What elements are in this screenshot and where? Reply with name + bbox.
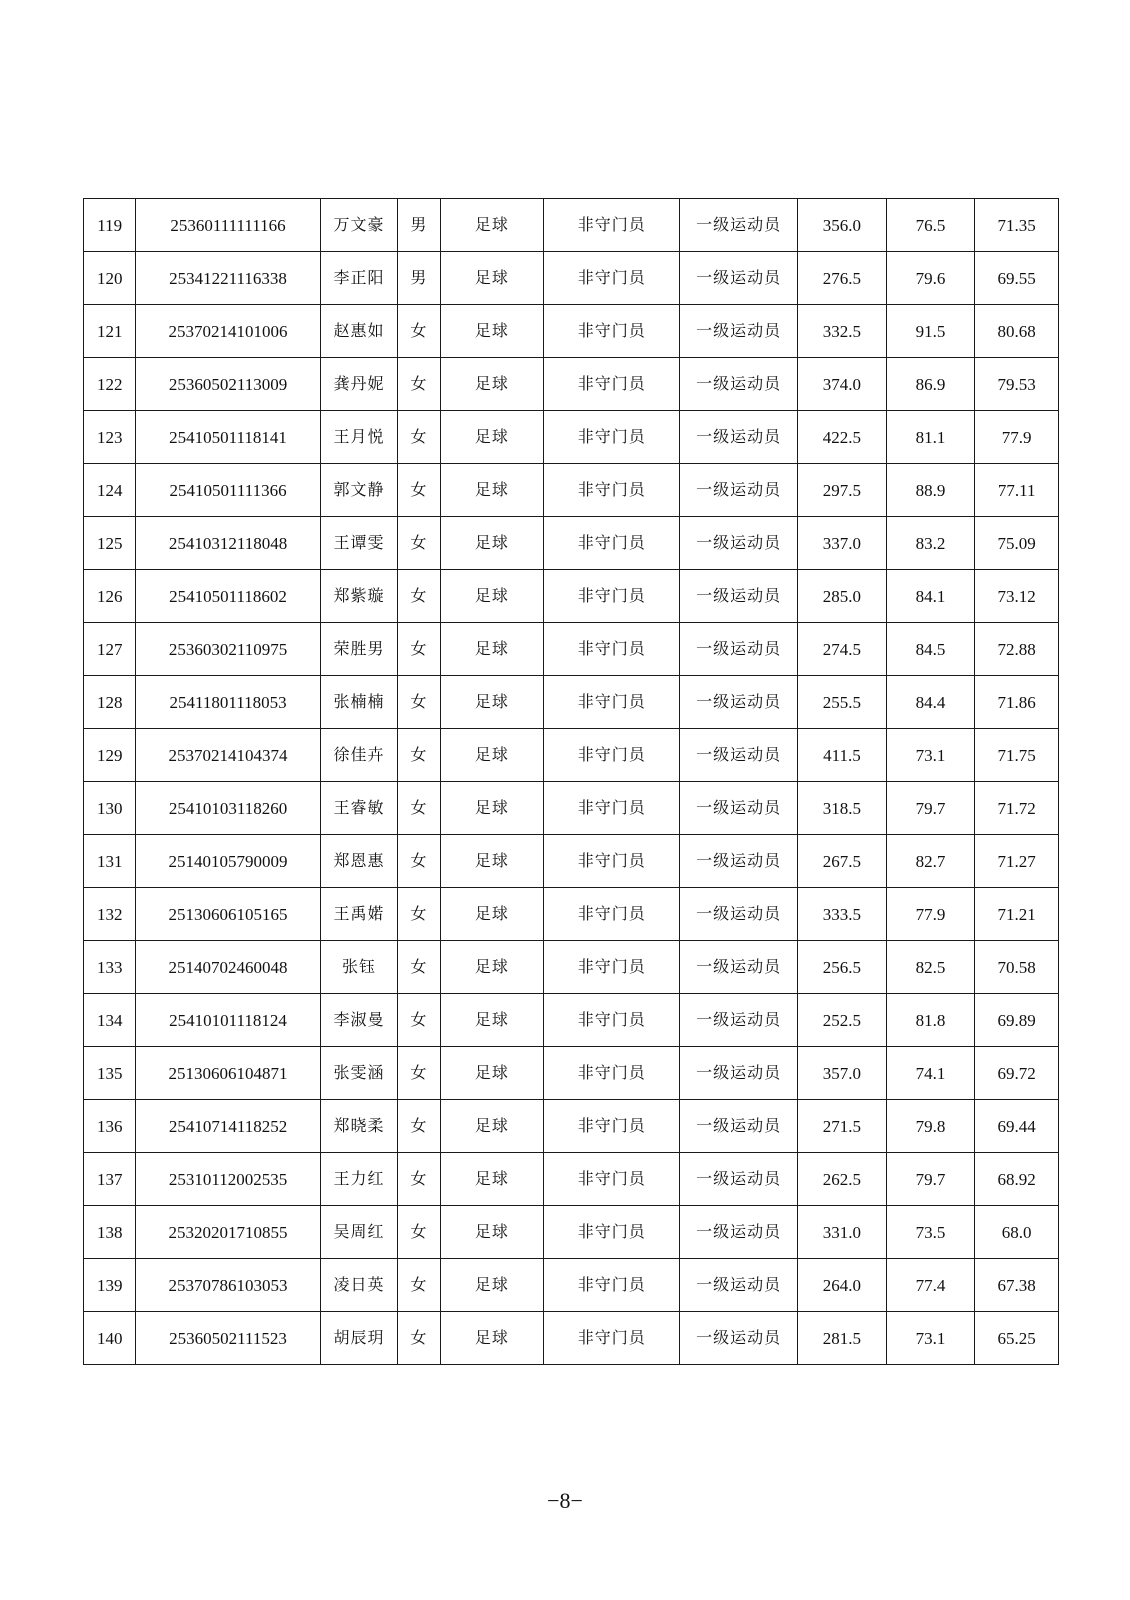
cell-gender: 女 bbox=[398, 941, 440, 994]
cell-rank: 129 bbox=[84, 729, 136, 782]
cell-name: 王月悦 bbox=[320, 411, 398, 464]
cell-score-2: 77.4 bbox=[886, 1259, 975, 1312]
cell-gender: 女 bbox=[398, 1206, 440, 1259]
cell-sport: 足球 bbox=[440, 464, 544, 517]
cell-total: 69.89 bbox=[975, 994, 1059, 1047]
cell-sport: 足球 bbox=[440, 1047, 544, 1100]
cell-position: 非守门员 bbox=[544, 199, 680, 252]
cell-score-2: 82.5 bbox=[886, 941, 975, 994]
cell-score-2: 79.6 bbox=[886, 252, 975, 305]
cell-position: 非守门员 bbox=[544, 623, 680, 676]
cell-sport: 足球 bbox=[440, 199, 544, 252]
cell-rank: 134 bbox=[84, 994, 136, 1047]
cell-sport: 足球 bbox=[440, 517, 544, 570]
cell-rank: 126 bbox=[84, 570, 136, 623]
cell-sport: 足球 bbox=[440, 729, 544, 782]
cell-total: 71.86 bbox=[975, 676, 1059, 729]
cell-score-1: 285.0 bbox=[798, 570, 887, 623]
cell-total: 69.44 bbox=[975, 1100, 1059, 1153]
cell-position: 非守门员 bbox=[544, 411, 680, 464]
cell-sport: 足球 bbox=[440, 1153, 544, 1206]
cell-score-2: 77.9 bbox=[886, 888, 975, 941]
cell-position: 非守门员 bbox=[544, 358, 680, 411]
cell-score-2: 79.7 bbox=[886, 782, 975, 835]
cell-name: 赵惠如 bbox=[320, 305, 398, 358]
cell-name: 王禹婼 bbox=[320, 888, 398, 941]
cell-gender: 女 bbox=[398, 464, 440, 517]
cell-position: 非守门员 bbox=[544, 782, 680, 835]
cell-name: 龚丹妮 bbox=[320, 358, 398, 411]
cell-rank: 127 bbox=[84, 623, 136, 676]
cell-rank: 133 bbox=[84, 941, 136, 994]
cell-score-1: 281.5 bbox=[798, 1312, 887, 1365]
cell-score-1: 411.5 bbox=[798, 729, 887, 782]
cell-level: 一级运动员 bbox=[680, 570, 798, 623]
cell-position: 非守门员 bbox=[544, 888, 680, 941]
cell-gender: 女 bbox=[398, 1312, 440, 1365]
cell-score-2: 79.7 bbox=[886, 1153, 975, 1206]
cell-name: 张楠楠 bbox=[320, 676, 398, 729]
cell-total: 65.25 bbox=[975, 1312, 1059, 1365]
cell-sport: 足球 bbox=[440, 570, 544, 623]
cell-rank: 121 bbox=[84, 305, 136, 358]
cell-sport: 足球 bbox=[440, 1312, 544, 1365]
table-row bbox=[84, 1259, 1059, 1312]
table-body bbox=[84, 199, 1059, 1365]
cell-sport: 足球 bbox=[440, 411, 544, 464]
cell-name: 李正阳 bbox=[320, 252, 398, 305]
cell-sport: 足球 bbox=[440, 782, 544, 835]
cell-score-1: 337.0 bbox=[798, 517, 887, 570]
cell-score-2: 86.9 bbox=[886, 358, 975, 411]
cell-position: 非守门员 bbox=[544, 835, 680, 888]
cell-sport: 足球 bbox=[440, 1259, 544, 1312]
cell-score-2: 76.5 bbox=[886, 199, 975, 252]
cell-score-1: 256.5 bbox=[798, 941, 887, 994]
cell-gender: 女 bbox=[398, 1047, 440, 1100]
cell-sport: 足球 bbox=[440, 1206, 544, 1259]
cell-gender: 女 bbox=[398, 835, 440, 888]
table-row bbox=[84, 199, 1059, 252]
table-row bbox=[84, 1206, 1059, 1259]
cell-score-1: 422.5 bbox=[798, 411, 887, 464]
cell-name: 徐佳卉 bbox=[320, 729, 398, 782]
table-row bbox=[84, 517, 1059, 570]
cell-exam-id: 25410312118048 bbox=[136, 517, 320, 570]
cell-exam-id: 25140702460048 bbox=[136, 941, 320, 994]
table-row bbox=[84, 1153, 1059, 1206]
cell-total: 70.58 bbox=[975, 941, 1059, 994]
cell-score-2: 73.1 bbox=[886, 1312, 975, 1365]
table-row bbox=[84, 729, 1059, 782]
cell-gender: 女 bbox=[398, 1259, 440, 1312]
cell-level: 一级运动员 bbox=[680, 782, 798, 835]
cell-score-1: 276.5 bbox=[798, 252, 887, 305]
cell-position: 非守门员 bbox=[544, 1047, 680, 1100]
cell-total: 69.72 bbox=[975, 1047, 1059, 1100]
cell-rank: 136 bbox=[84, 1100, 136, 1153]
cell-position: 非守门员 bbox=[544, 464, 680, 517]
cell-score-1: 271.5 bbox=[798, 1100, 887, 1153]
cell-rank: 140 bbox=[84, 1312, 136, 1365]
cell-exam-id: 25410101118124 bbox=[136, 994, 320, 1047]
cell-sport: 足球 bbox=[440, 835, 544, 888]
cell-rank: 135 bbox=[84, 1047, 136, 1100]
cell-gender: 女 bbox=[398, 358, 440, 411]
cell-sport: 足球 bbox=[440, 941, 544, 994]
cell-level: 一级运动员 bbox=[680, 517, 798, 570]
cell-gender: 女 bbox=[398, 623, 440, 676]
cell-position: 非守门员 bbox=[544, 676, 680, 729]
cell-exam-id: 25370786103053 bbox=[136, 1259, 320, 1312]
table-row bbox=[84, 623, 1059, 676]
cell-gender: 女 bbox=[398, 676, 440, 729]
cell-level: 一级运动员 bbox=[680, 252, 798, 305]
cell-position: 非守门员 bbox=[544, 252, 680, 305]
cell-name: 王力红 bbox=[320, 1153, 398, 1206]
cell-position: 非守门员 bbox=[544, 517, 680, 570]
cell-total: 80.68 bbox=[975, 305, 1059, 358]
cell-sport: 足球 bbox=[440, 252, 544, 305]
table-row bbox=[84, 1100, 1059, 1153]
table-row bbox=[84, 358, 1059, 411]
cell-total: 72.88 bbox=[975, 623, 1059, 676]
cell-total: 73.12 bbox=[975, 570, 1059, 623]
cell-score-2: 83.2 bbox=[886, 517, 975, 570]
cell-gender: 女 bbox=[398, 411, 440, 464]
cell-gender: 女 bbox=[398, 1153, 440, 1206]
cell-rank: 132 bbox=[84, 888, 136, 941]
cell-sport: 足球 bbox=[440, 1100, 544, 1153]
cell-level: 一级运动员 bbox=[680, 676, 798, 729]
cell-level: 一级运动员 bbox=[680, 199, 798, 252]
cell-total: 71.21 bbox=[975, 888, 1059, 941]
cell-exam-id: 25410714118252 bbox=[136, 1100, 320, 1153]
cell-name: 郑晓柔 bbox=[320, 1100, 398, 1153]
cell-name: 李淑曼 bbox=[320, 994, 398, 1047]
cell-exam-id: 25410501111366 bbox=[136, 464, 320, 517]
cell-level: 一级运动员 bbox=[680, 729, 798, 782]
cell-exam-id: 25360502111523 bbox=[136, 1312, 320, 1365]
cell-total: 67.38 bbox=[975, 1259, 1059, 1312]
cell-rank: 130 bbox=[84, 782, 136, 835]
cell-score-2: 74.1 bbox=[886, 1047, 975, 1100]
cell-position: 非守门员 bbox=[544, 941, 680, 994]
cell-rank: 123 bbox=[84, 411, 136, 464]
cell-level: 一级运动员 bbox=[680, 464, 798, 517]
cell-total: 71.72 bbox=[975, 782, 1059, 835]
cell-level: 一级运动员 bbox=[680, 1259, 798, 1312]
cell-name: 张雯涵 bbox=[320, 1047, 398, 1100]
cell-position: 非守门员 bbox=[544, 1312, 680, 1365]
table-row bbox=[84, 782, 1059, 835]
cell-exam-id: 25341221116338 bbox=[136, 252, 320, 305]
cell-rank: 139 bbox=[84, 1259, 136, 1312]
table-row bbox=[84, 888, 1059, 941]
cell-level: 一级运动员 bbox=[680, 835, 798, 888]
cell-score-2: 81.8 bbox=[886, 994, 975, 1047]
cell-name: 郭文静 bbox=[320, 464, 398, 517]
page-number: −8− bbox=[547, 1488, 583, 1513]
cell-exam-id: 25130606104871 bbox=[136, 1047, 320, 1100]
cell-gender: 男 bbox=[398, 252, 440, 305]
cell-score-2: 82.7 bbox=[886, 835, 975, 888]
cell-exam-id: 25410501118602 bbox=[136, 570, 320, 623]
cell-score-1: 267.5 bbox=[798, 835, 887, 888]
cell-gender: 女 bbox=[398, 1100, 440, 1153]
table-row bbox=[84, 464, 1059, 517]
cell-name: 郑紫璇 bbox=[320, 570, 398, 623]
cell-exam-id: 25130606105165 bbox=[136, 888, 320, 941]
cell-level: 一级运动员 bbox=[680, 1153, 798, 1206]
cell-gender: 女 bbox=[398, 994, 440, 1047]
cell-sport: 足球 bbox=[440, 888, 544, 941]
cell-total: 69.55 bbox=[975, 252, 1059, 305]
table-row bbox=[84, 994, 1059, 1047]
cell-total: 77.9 bbox=[975, 411, 1059, 464]
cell-level: 一级运动员 bbox=[680, 358, 798, 411]
cell-rank: 138 bbox=[84, 1206, 136, 1259]
cell-rank: 128 bbox=[84, 676, 136, 729]
cell-total: 68.92 bbox=[975, 1153, 1059, 1206]
table-row bbox=[84, 252, 1059, 305]
cell-name: 郑恩惠 bbox=[320, 835, 398, 888]
cell-total: 71.27 bbox=[975, 835, 1059, 888]
table-row bbox=[84, 570, 1059, 623]
cell-score-2: 73.1 bbox=[886, 729, 975, 782]
cell-score-2: 81.1 bbox=[886, 411, 975, 464]
cell-exam-id: 25360302110975 bbox=[136, 623, 320, 676]
cell-position: 非守门员 bbox=[544, 305, 680, 358]
cell-level: 一级运动员 bbox=[680, 888, 798, 941]
cell-exam-id: 25320201710855 bbox=[136, 1206, 320, 1259]
cell-level: 一级运动员 bbox=[680, 1206, 798, 1259]
athlete-score-table bbox=[83, 198, 1059, 1365]
cell-name: 王睿敏 bbox=[320, 782, 398, 835]
cell-gender: 女 bbox=[398, 305, 440, 358]
cell-level: 一级运动员 bbox=[680, 941, 798, 994]
cell-score-1: 318.5 bbox=[798, 782, 887, 835]
cell-rank: 125 bbox=[84, 517, 136, 570]
table-row bbox=[84, 305, 1059, 358]
cell-level: 一级运动员 bbox=[680, 994, 798, 1047]
cell-sport: 足球 bbox=[440, 676, 544, 729]
cell-score-1: 356.0 bbox=[798, 199, 887, 252]
cell-score-2: 84.1 bbox=[886, 570, 975, 623]
cell-total: 68.0 bbox=[975, 1206, 1059, 1259]
cell-sport: 足球 bbox=[440, 305, 544, 358]
cell-name: 王谭雯 bbox=[320, 517, 398, 570]
cell-position: 非守门员 bbox=[544, 1259, 680, 1312]
cell-score-1: 297.5 bbox=[798, 464, 887, 517]
cell-gender: 男 bbox=[398, 199, 440, 252]
cell-rank: 124 bbox=[84, 464, 136, 517]
cell-name: 万文豪 bbox=[320, 199, 398, 252]
cell-score-1: 264.0 bbox=[798, 1259, 887, 1312]
cell-position: 非守门员 bbox=[544, 1206, 680, 1259]
cell-gender: 女 bbox=[398, 517, 440, 570]
cell-total: 71.75 bbox=[975, 729, 1059, 782]
table-row bbox=[84, 1047, 1059, 1100]
cell-sport: 足球 bbox=[440, 623, 544, 676]
cell-level: 一级运动员 bbox=[680, 305, 798, 358]
cell-score-1: 252.5 bbox=[798, 994, 887, 1047]
cell-total: 75.09 bbox=[975, 517, 1059, 570]
cell-name: 胡辰玥 bbox=[320, 1312, 398, 1365]
cell-exam-id: 25410501118141 bbox=[136, 411, 320, 464]
cell-score-2: 91.5 bbox=[886, 305, 975, 358]
cell-rank: 131 bbox=[84, 835, 136, 888]
cell-exam-id: 25411801118053 bbox=[136, 676, 320, 729]
cell-position: 非守门员 bbox=[544, 994, 680, 1047]
cell-gender: 女 bbox=[398, 570, 440, 623]
cell-level: 一级运动员 bbox=[680, 623, 798, 676]
cell-exam-id: 25360111111166 bbox=[136, 199, 320, 252]
cell-exam-id: 25370214104374 bbox=[136, 729, 320, 782]
cell-name: 吴周红 bbox=[320, 1206, 398, 1259]
cell-sport: 足球 bbox=[440, 994, 544, 1047]
cell-score-2: 84.4 bbox=[886, 676, 975, 729]
cell-total: 71.35 bbox=[975, 199, 1059, 252]
cell-name: 凌日英 bbox=[320, 1259, 398, 1312]
cell-position: 非守门员 bbox=[544, 729, 680, 782]
cell-position: 非守门员 bbox=[544, 1100, 680, 1153]
cell-score-1: 374.0 bbox=[798, 358, 887, 411]
cell-total: 77.11 bbox=[975, 464, 1059, 517]
cell-level: 一级运动员 bbox=[680, 1312, 798, 1365]
cell-position: 非守门员 bbox=[544, 570, 680, 623]
table-row bbox=[84, 411, 1059, 464]
cell-score-1: 274.5 bbox=[798, 623, 887, 676]
cell-score-1: 332.5 bbox=[798, 305, 887, 358]
cell-level: 一级运动员 bbox=[680, 411, 798, 464]
table-row bbox=[84, 835, 1059, 888]
cell-total: 79.53 bbox=[975, 358, 1059, 411]
cell-score-1: 333.5 bbox=[798, 888, 887, 941]
cell-exam-id: 25360502113009 bbox=[136, 358, 320, 411]
cell-exam-id: 25370214101006 bbox=[136, 305, 320, 358]
cell-score-1: 357.0 bbox=[798, 1047, 887, 1100]
cell-name: 张钰 bbox=[320, 941, 398, 994]
cell-rank: 137 bbox=[84, 1153, 136, 1206]
cell-score-2: 79.8 bbox=[886, 1100, 975, 1153]
cell-score-2: 84.5 bbox=[886, 623, 975, 676]
cell-exam-id: 25310112002535 bbox=[136, 1153, 320, 1206]
cell-sport: 足球 bbox=[440, 358, 544, 411]
table-row bbox=[84, 1312, 1059, 1365]
cell-exam-id: 25140105790009 bbox=[136, 835, 320, 888]
table-row bbox=[84, 941, 1059, 994]
cell-rank: 120 bbox=[84, 252, 136, 305]
cell-rank: 122 bbox=[84, 358, 136, 411]
cell-rank: 119 bbox=[84, 199, 136, 252]
cell-name: 荣胜男 bbox=[320, 623, 398, 676]
cell-score-1: 262.5 bbox=[798, 1153, 887, 1206]
cell-score-1: 255.5 bbox=[798, 676, 887, 729]
cell-position: 非守门员 bbox=[544, 1153, 680, 1206]
cell-score-2: 73.5 bbox=[886, 1206, 975, 1259]
cell-level: 一级运动员 bbox=[680, 1100, 798, 1153]
cell-gender: 女 bbox=[398, 782, 440, 835]
cell-exam-id: 25410103118260 bbox=[136, 782, 320, 835]
cell-score-1: 331.0 bbox=[798, 1206, 887, 1259]
cell-gender: 女 bbox=[398, 888, 440, 941]
table-row bbox=[84, 676, 1059, 729]
cell-score-2: 88.9 bbox=[886, 464, 975, 517]
cell-level: 一级运动员 bbox=[680, 1047, 798, 1100]
cell-gender: 女 bbox=[398, 729, 440, 782]
